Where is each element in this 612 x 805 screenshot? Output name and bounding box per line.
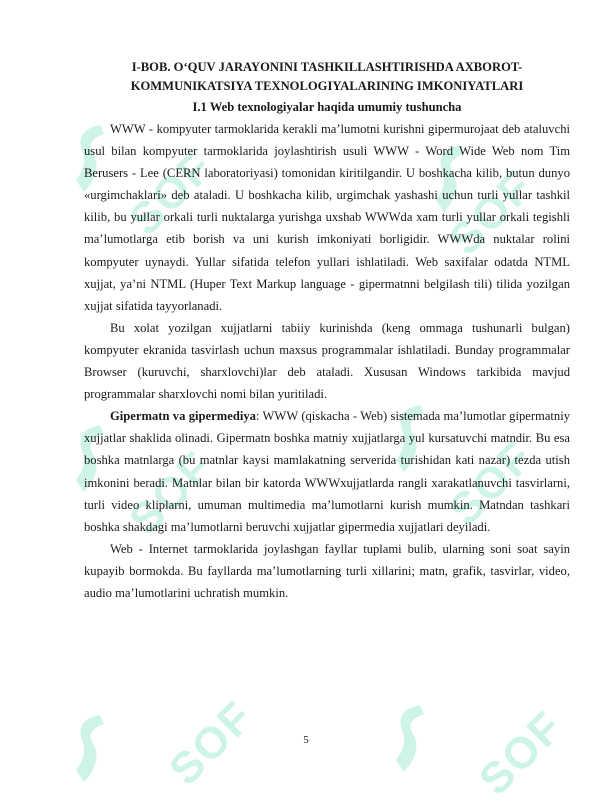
chapter-title-line-1: I-BOB. O‘QUV JARAYONINI TASHKILLASHTIRISHDA AXBOROT-	[131, 60, 523, 74]
term-definition: : WWW (qiskacha - Web) sistemada ma’lumotlar gipermatniy xujjatlar shaklida olinadi. Gipermatn boshka matniy xujjatlarga yul kursatuvchi matndir. Bu esa boshka matnlarga (bu matnlar kaysi mamlakatning serverida turishidan kati nazar) tezda utish imkonini beradi. Matnlar bilan bir katorda WWWxujjatlarda rangli xarakatlanuvchi tasvirlarni, turli video kliplarni, umuman multimedia ma’lumotlarni kurish mumkin. Matndan tashkari boshka shakdagi ma’lumotlarni beruvchi xujjatlar gipermedia xujjatlari deyiladi.	[84, 409, 571, 534]
watermark-text: SOF	[120, 141, 223, 245]
page-number: 5	[303, 734, 309, 746]
term-bold: Gipermatn va gipermediya	[110, 409, 256, 424]
paragraph: Web - Internet tarmoklarida joylashgan fayllar tuplami bulib, ularning soni soat sayin kupayib bormokda. Bu fayllarda ma’lumotlarning turli xillarini; matn, grafik, tasvirlar, video, audio ma’lumotlarini uchratish mumkin.	[84, 541, 570, 600]
watermark-text: SOF	[120, 441, 223, 545]
paragraph: Bu xolat yozilgan xujjatlarni tabiiy kurinishda (keng ommaga tushunarli bulgan) kompyuter ekranida tasvirlash uchun maxsus programmalar ishlatiladi. Bunday programmalar Browser (kuruvchi, sharxlovchi)lar deb ataladi. Xususan Windows tarkibida mavjud programmalar sharxlovchi nomi bilan yuritiladi.	[84, 320, 570, 402]
section-title: I.1 Web texnologiyalar haqida umumiy tushuncha	[192, 100, 462, 114]
chapter-title-line-2: KOMMUNIKATSIYA TEXNOLOGIYALARINING IMKONIYATLARI	[130, 79, 524, 93]
watermark-text: SOF	[440, 431, 543, 535]
watermark-text: SOF	[160, 691, 263, 795]
watermark-text: SOF	[470, 701, 573, 805]
watermark-text: SOF	[440, 161, 543, 265]
paragraph-definition	[84, 405, 570, 538]
paragraph: WWW - kompyuter tarmoklarida kerakli ma’lumotni kurishni gipermurojaat deb ataluvchi usul bilan kompyuter tarmoklarida joylashtirish usuli WWW - Word Wide Web nom Tim Berusers - Lee (CERN laboratoriyasi) tomonidan kiritilgandir. U boshkacha kilib, butun dunyo «urgimchaklari» deb ataladi. U boshkacha kilib, urgimchak yashashi uchun turli yullar tashkil kilib, bu yullar orkali turli nuktalarga yurishga uxshab WWWda xam turli yullar orkali tegishli ma’lumotlarga etib borish va uni kurish imkoniyati borligidir. WWWda nuktalar rolini kompyuter uynaydi. Yullar sifatida telefon yullari ishlatiladi. Web saxifalar odatda NTML xujjat, ya’ni NTML (Huper Text Markup language - gipermatnni belgilash tili) tilida yozilgan xujjat sifatida tayyorlanadi.	[84, 122, 570, 313]
page-content	[84, 58, 570, 604]
